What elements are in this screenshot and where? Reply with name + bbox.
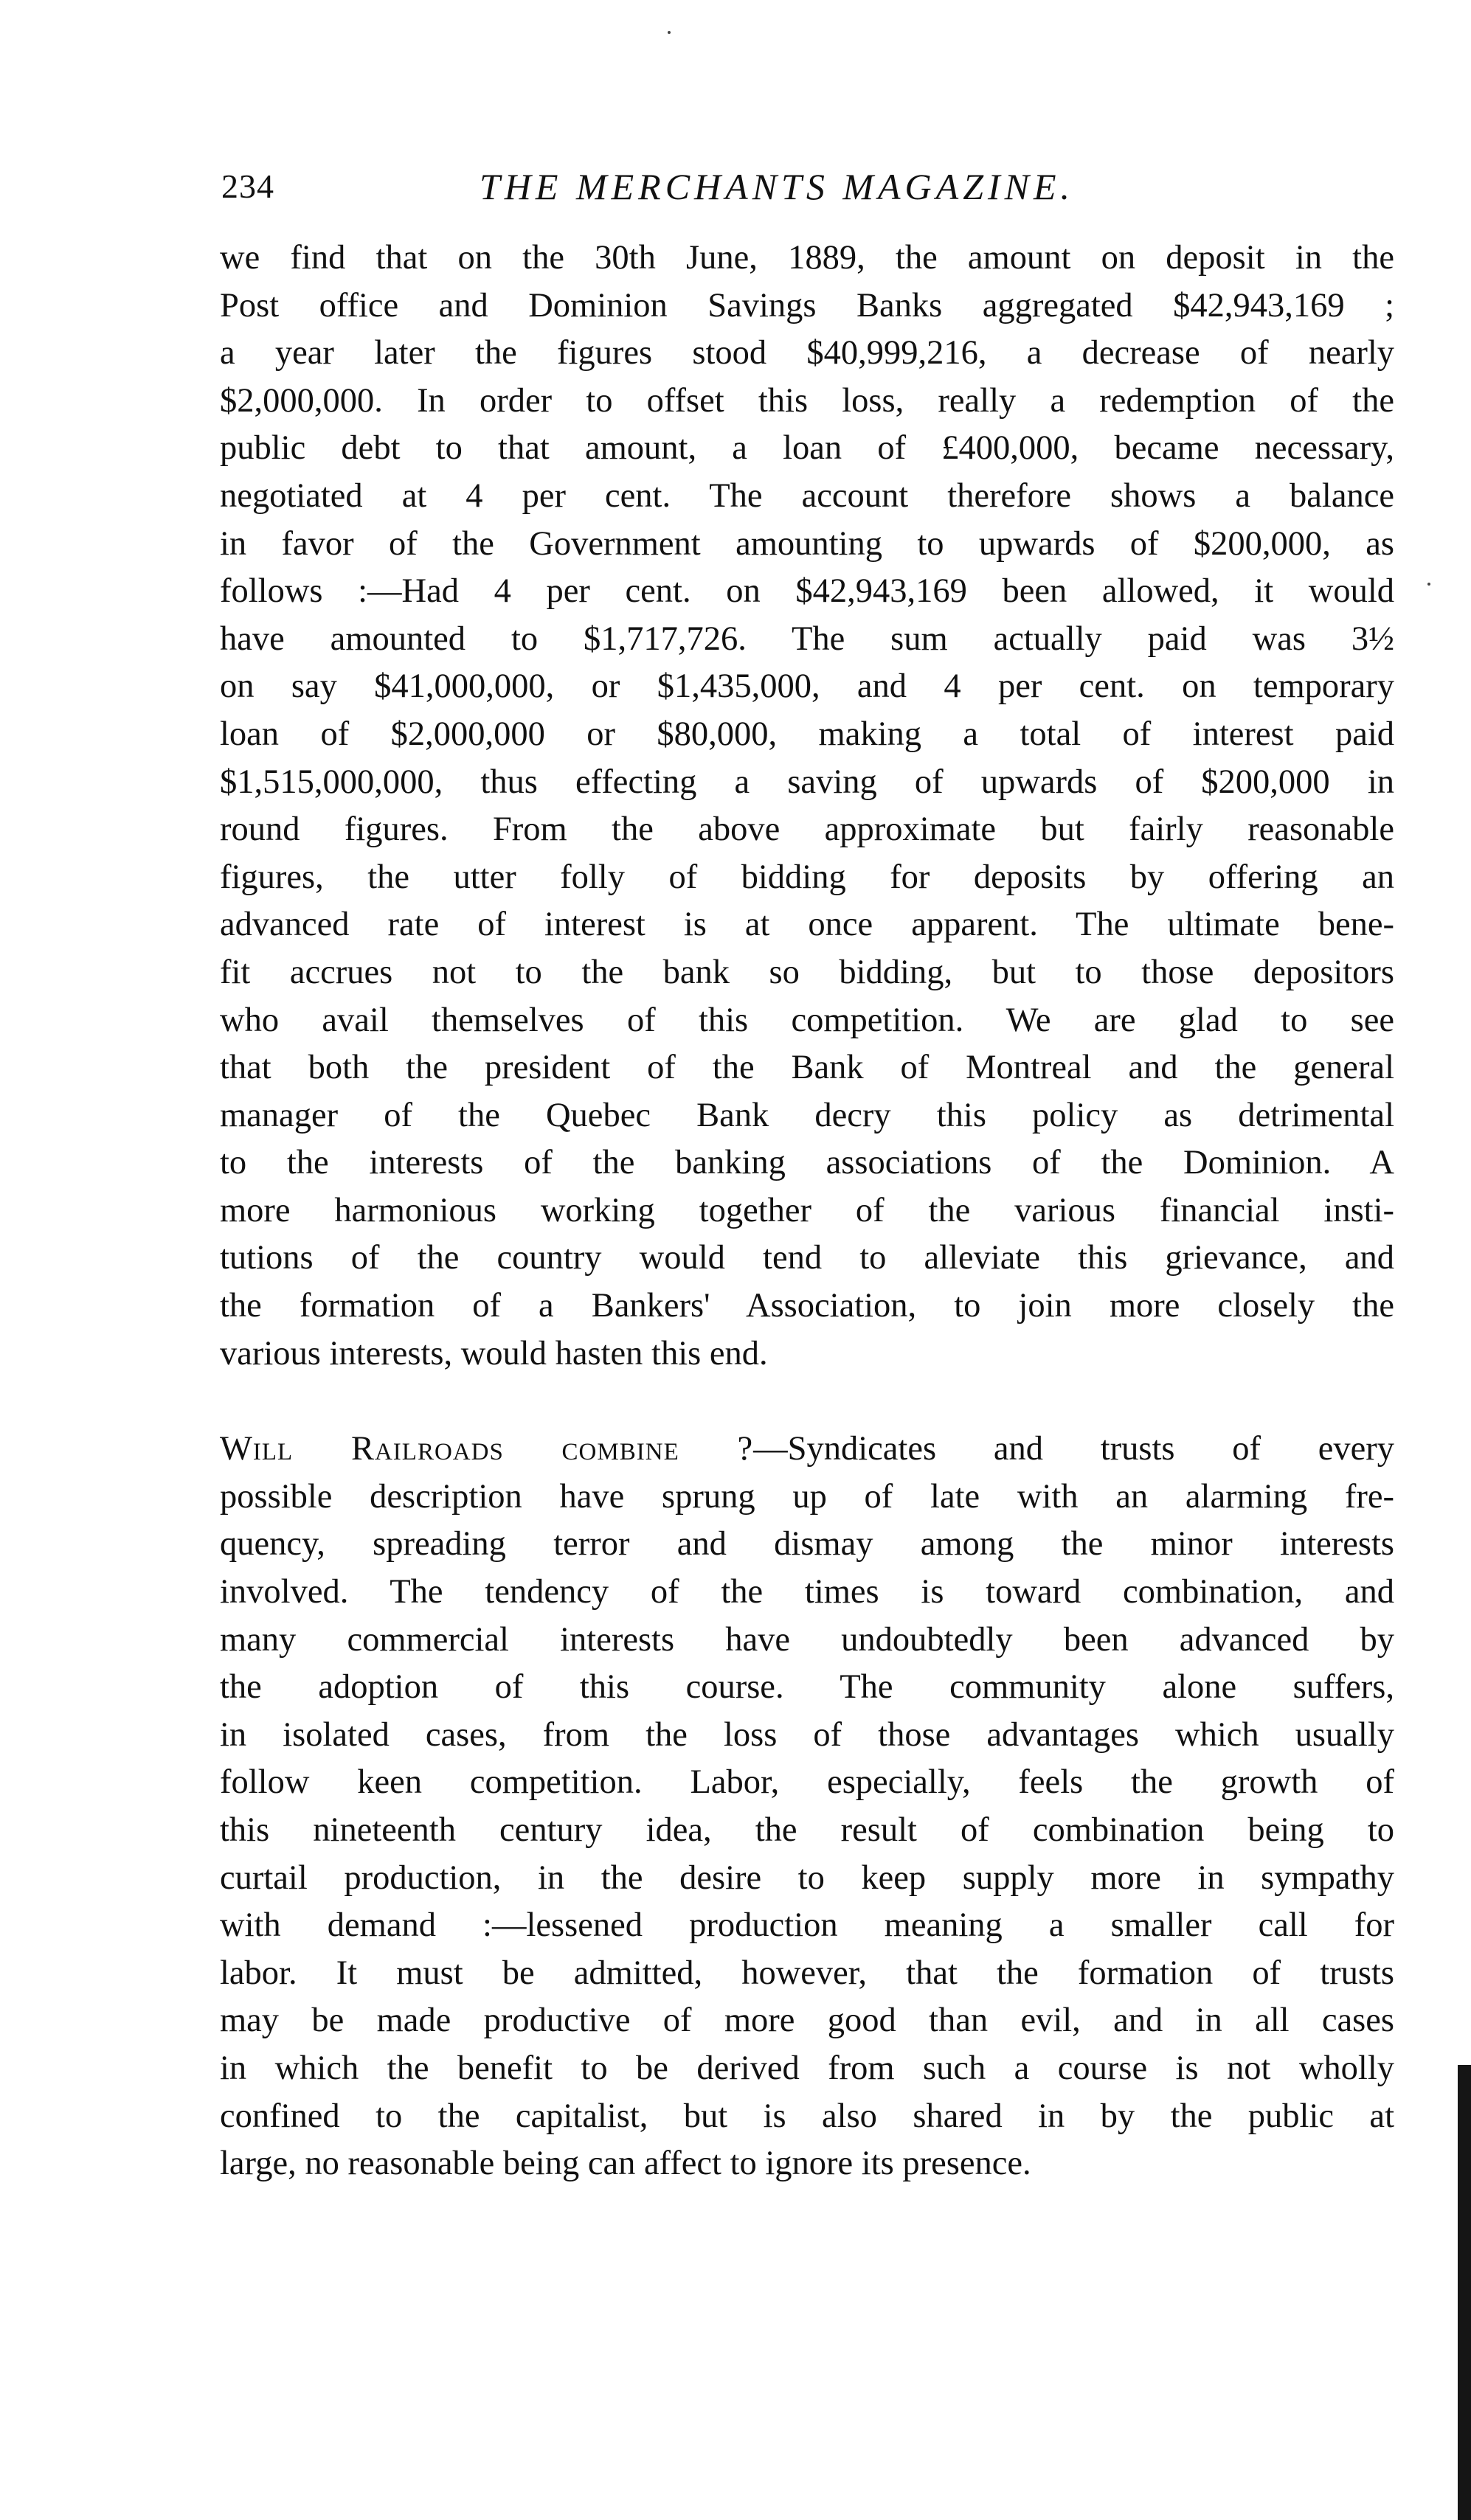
paragraph-line: we find that on the 30th June, 1889, the amount on deposit in the	[220, 239, 1394, 277]
paragraph-line: tutions of the country would tend to alleviate this grievance, and	[220, 1239, 1394, 1277]
paragraph-line: to the interests of the banking associations of the Dominion. A	[220, 1144, 1394, 1182]
paragraph-line: on say $41,000,000, or $1,435,000, and 4 per cent. on temporary	[220, 667, 1394, 706]
paragraph-line: the adoption of this course. The community alone suffers,	[220, 1668, 1394, 1707]
paragraph-line: follow keen competition. Labor, especially, feels the growth of	[220, 1763, 1394, 1802]
paragraph-deposits	[220, 235, 1394, 1378]
paragraph-line: who avail themselves of this competition. We are glad to see	[220, 1001, 1394, 1039]
scan-speck	[1427, 583, 1430, 586]
scan-edge-shadow	[1458, 2065, 1471, 2520]
paragraph-line: figures, the utter folly of bidding for deposits by offering an	[220, 858, 1394, 896]
paragraph-line: in favor of the Government amounting to upwards of $200,000, as	[220, 524, 1394, 563]
paragraph-line: in which the benefit to be derived from such a course is not wholly	[220, 2049, 1394, 2087]
paragraph-line	[220, 1426, 1394, 1474]
paragraph-line: possible description have sprung up of late with an alarming fre-	[220, 1477, 1394, 1516]
paragraph-line: may be made productive of more good than evil, and in all cases	[220, 2002, 1394, 2040]
paragraph-line: curtail production, in the desire to keep supply more in sympathy	[220, 1858, 1394, 1897]
paragraph-line: fit accrues not to the bank so bidding, but to those depositors	[220, 953, 1394, 991]
paragraph-line: $1,515,000,000, thus effecting a saving of upwards of $200,000 in	[220, 763, 1394, 801]
paragraph-line: that both the president of the Bank of Montreal and the general	[220, 1049, 1394, 1087]
section-heading: Will Railroads combine ?	[220, 1430, 754, 1468]
running-title: THE MERCHANTS MAGAZINE.	[480, 166, 1075, 207]
paragraph-line: various interests, would hasten this end.	[220, 1334, 768, 1372]
paragraph-line: loan of $2,000,000 or $80,000, making a total of interest paid	[220, 715, 1394, 753]
paragraph-line: $2,000,000. In order to offset this loss, really a redemption of the	[220, 381, 1394, 420]
paragraph-line: a year later the figures stood $40,999,216, a decrease of nearly	[220, 334, 1394, 372]
paragraph-gap	[220, 1378, 1394, 1426]
paragraph-line: negotiated at 4 per cent. The account therefore shows a balance	[220, 476, 1394, 515]
paragraph-line: have amounted to $1,717,726. The sum actually paid was 3½	[220, 619, 1394, 658]
paragraph-line: public debt to that amount, a loan of £400,000, became necessary,	[220, 429, 1394, 468]
paragraph-line: labor. It must be admitted, however, that the formation of trusts	[220, 1954, 1394, 1992]
paragraph-line: in isolated cases, from the loss of those advantages which usually	[220, 1715, 1394, 1754]
paragraph-line: follows :—Had 4 per cent. on $42,943,169 been allowed, it would	[220, 572, 1394, 611]
page-header	[221, 161, 1394, 212]
paragraph-line: Post office and Dominion Savings Banks aggregated $42,943,169 ;	[220, 286, 1394, 324]
paragraph-line: confined to the capitalist, but is also shared in by the public at	[220, 2097, 1394, 2135]
paragraph-line: large, no reasonable being can affect to ignore its presence.	[220, 2145, 1031, 2183]
paragraph-line: involved. The tendency of the times is toward combination, and	[220, 1573, 1394, 1611]
paragraph-line: quency, spreading terror and dismay among the minor interests	[220, 1525, 1394, 1563]
paragraph-line: many commercial interests have undoubtedly been advanced by	[220, 1620, 1394, 1659]
heading-continuation: —Syndicates and trusts of every	[753, 1430, 1394, 1468]
scan-speck	[668, 31, 671, 34]
page-number: 234	[221, 167, 274, 205]
paragraph-line: this nineteenth century idea, the result of combination being to	[220, 1811, 1394, 1849]
paragraph-line: more harmonious working together of the various financial insti-	[220, 1191, 1394, 1229]
paragraph-line: round figures. From the above approximate but fairly reasonable	[220, 811, 1394, 849]
paragraph-line: with demand :—lessened production meaning a smaller call for	[220, 1906, 1394, 1945]
paragraph-line: advanced rate of interest is at once apparent. The ultimate bene-	[220, 906, 1394, 944]
paragraph-line: manager of the Quebec Bank decry this policy as detrimental	[220, 1096, 1394, 1134]
paragraph-railroads	[220, 1426, 1394, 2188]
body-text	[220, 235, 1394, 2188]
paragraph-line: the formation of a Bankers' Association, to join more closely the	[220, 1287, 1394, 1325]
